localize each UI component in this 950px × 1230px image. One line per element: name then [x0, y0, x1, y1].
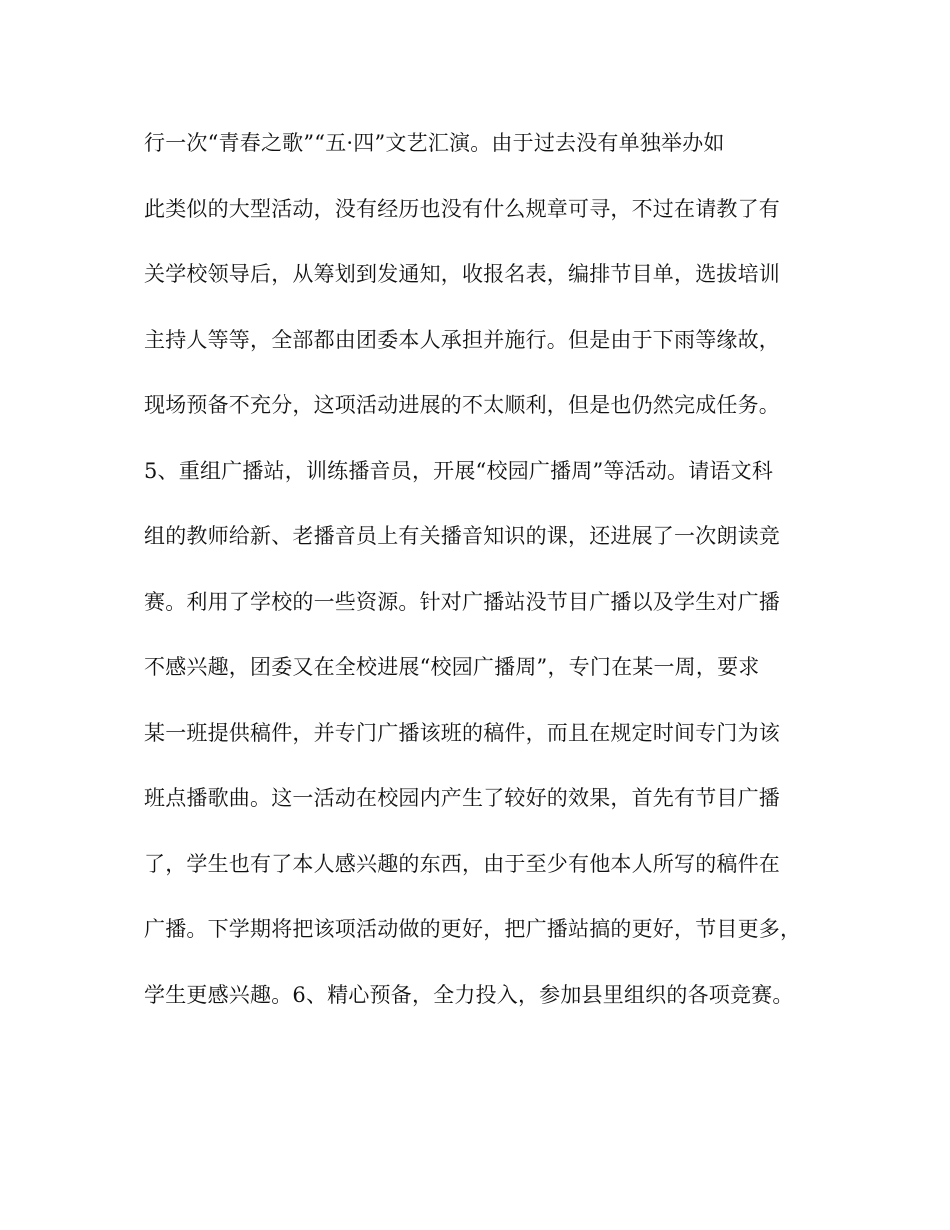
- text-line: 广播。下学期将把该项活动做的更好，把广播站搞的更好，节目更多，: [144, 917, 802, 941]
- text-line: 行一次“青春之歌”“五·四”文艺汇演。由于过去没有单独举办如: [144, 131, 725, 155]
- body-text: [144, 118, 824, 1035]
- text-line: 现场预备不充分，这项活动进展的不太顺利，但是也仍然完成任务。: [144, 393, 780, 417]
- text-line: 关学校领导后，从筹划到发通知，收报名表，编排节目单，选拔培训: [144, 262, 780, 286]
- text-line: 此类似的大型活动，没有经历也没有什么规章可寻，不过在请教了有: [144, 196, 780, 221]
- text-line: 5、重组广播站，训练播音员，开展“校园广播周”等活动。请语文科: [144, 458, 774, 483]
- text-line: 主持人等等，全部都由团委本人承担并施行。但是由于下雨等缘故，: [144, 327, 780, 352]
- text-line: 班点播歌曲。这一活动在校园内产生了较好的效果，首先有节目广播: [144, 786, 780, 810]
- text-line: 赛。利用了学校的一些资源。针对广播站没节目广播以及学生对广播: [144, 589, 780, 614]
- text-line: 学生更感兴趣。6、精心预备，全力投入，参加县里组织的各项竞赛。: [144, 982, 794, 1007]
- text-line: 某一班提供稿件，并专门广播该班的稿件，而且在规定时间专门为该: [144, 720, 780, 745]
- text-line: 不感兴趣，团委又在全校进展“校园广播周”，专门在某一周，要求: [144, 655, 760, 679]
- text-line: 了，学生也有了本人感兴趣的东西，由于至少有他本人所写的稿件在: [144, 851, 780, 876]
- text-line: 组的教师给新、老播音员上有关播音知识的课，还进展了一次朗读竞: [144, 524, 780, 548]
